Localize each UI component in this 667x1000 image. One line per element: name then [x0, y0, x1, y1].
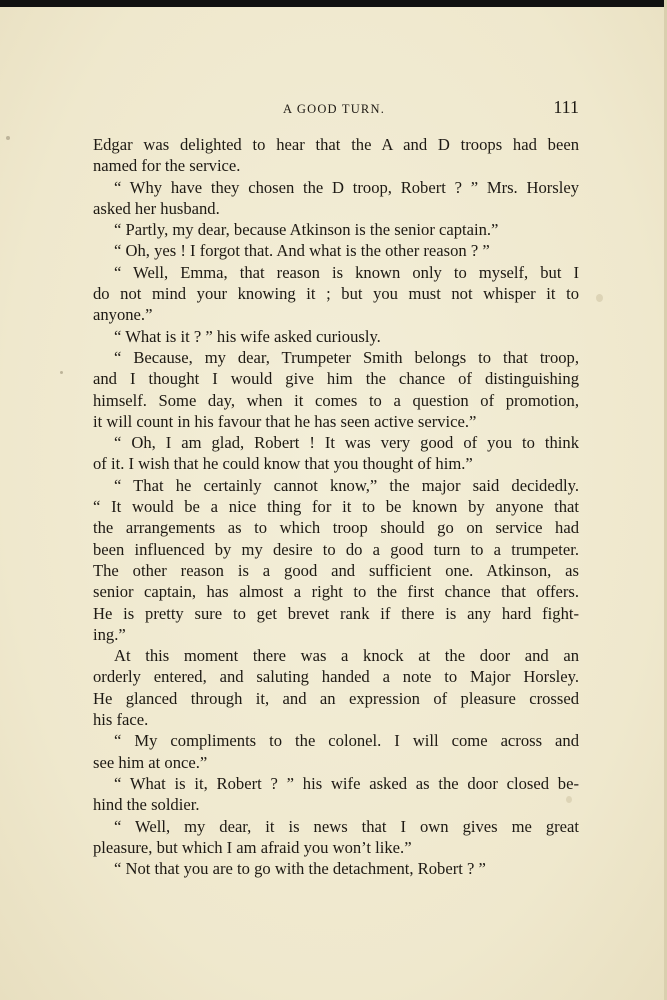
- text-line: himself. Some day, when it comes to a question of promotion,: [93, 390, 579, 410]
- paper-speck: [6, 136, 10, 140]
- text-line: “ It would be a nice thing for it to be known by anyone that: [93, 497, 579, 517]
- page-header: [93, 97, 579, 123]
- text-line: the arrangements as to which troop should go on service had: [93, 518, 579, 538]
- page-number: 111: [553, 97, 579, 117]
- paper-speck: [60, 371, 63, 374]
- text-line: “ Oh, yes ! I forgot that. And what is the other reason ? ”: [114, 241, 490, 261]
- text-line: “ Oh, I am glad, Robert ! It was very good of you to think: [114, 433, 579, 453]
- text-line: “ That he certainly cannot know,” the major said decidedly.: [114, 475, 579, 495]
- text-line: asked her husband.: [93, 198, 220, 218]
- text-line: named for the service.: [93, 156, 241, 176]
- text-line: “ My compliments to the colonel. I will come across and: [114, 731, 579, 751]
- text-line: hind the soldier.: [93, 795, 200, 815]
- text-line: “ Well, Emma, that reason is known only to myself, but I: [114, 262, 579, 282]
- running-title: A GOOD TURN.: [283, 102, 386, 116]
- text-line: “ Well, my dear, it is news that I own gives me great: [114, 816, 579, 836]
- text-line: of it. I wish that he could know that you thought of him.”: [93, 454, 473, 474]
- text-line: it will count in his favour that he has seen active service.”: [93, 411, 477, 431]
- text-line: and I thought I would give him the chance of distinguishing: [93, 369, 579, 389]
- text-line: pleasure, but which I am afraid you won’t like.”: [93, 837, 412, 857]
- text-line: “ Because, my dear, Trumpeter Smith belongs to that troop,: [114, 347, 579, 367]
- text-line: “ Not that you are to go with the detachment, Robert ? ”: [114, 859, 486, 879]
- paper-speck: [596, 294, 603, 302]
- text-line: He is pretty sure to get brevet rank if there is any hard fight-: [93, 603, 579, 623]
- text-line: orderly entered, and saluting handed a note to Major Horsley.: [93, 667, 579, 687]
- text-line: see him at once.”: [93, 752, 208, 772]
- text-line: “ What is it ? ” his wife asked curiously.: [114, 326, 381, 346]
- text-line: “ What is it, Robert ? ” his wife asked as the door closed be-: [114, 773, 579, 793]
- scan-top-border: [0, 0, 667, 7]
- text-line: his face.: [93, 710, 149, 730]
- text-line: been influenced by my desire to do a good turn to a trumpeter.: [93, 539, 579, 559]
- text-line: The other reason is a good and sufficient one. Atkinson, as: [93, 560, 579, 580]
- text-line: “ Partly, my dear, because Atkinson is the senior captain.”: [114, 220, 499, 240]
- text-line: ing.”: [93, 624, 126, 644]
- text-line: “ Why have they chosen the D troop, Robert ? ” Mrs. Horsley: [114, 177, 579, 197]
- text-line: Edgar was delighted to hear that the A and D troops had been: [93, 135, 579, 154]
- text-line: anyone.”: [93, 305, 153, 325]
- text-line: He glanced through it, and an expression of pleasure crossed: [93, 688, 579, 708]
- body-text: [93, 134, 579, 879]
- text-line: At this moment there was a knock at the door and an: [114, 646, 579, 666]
- text-line: do not mind your knowing it ; but you must not whisper it to: [93, 284, 579, 304]
- text-line: senior captain, has almost a right to the first chance that offers.: [93, 582, 579, 602]
